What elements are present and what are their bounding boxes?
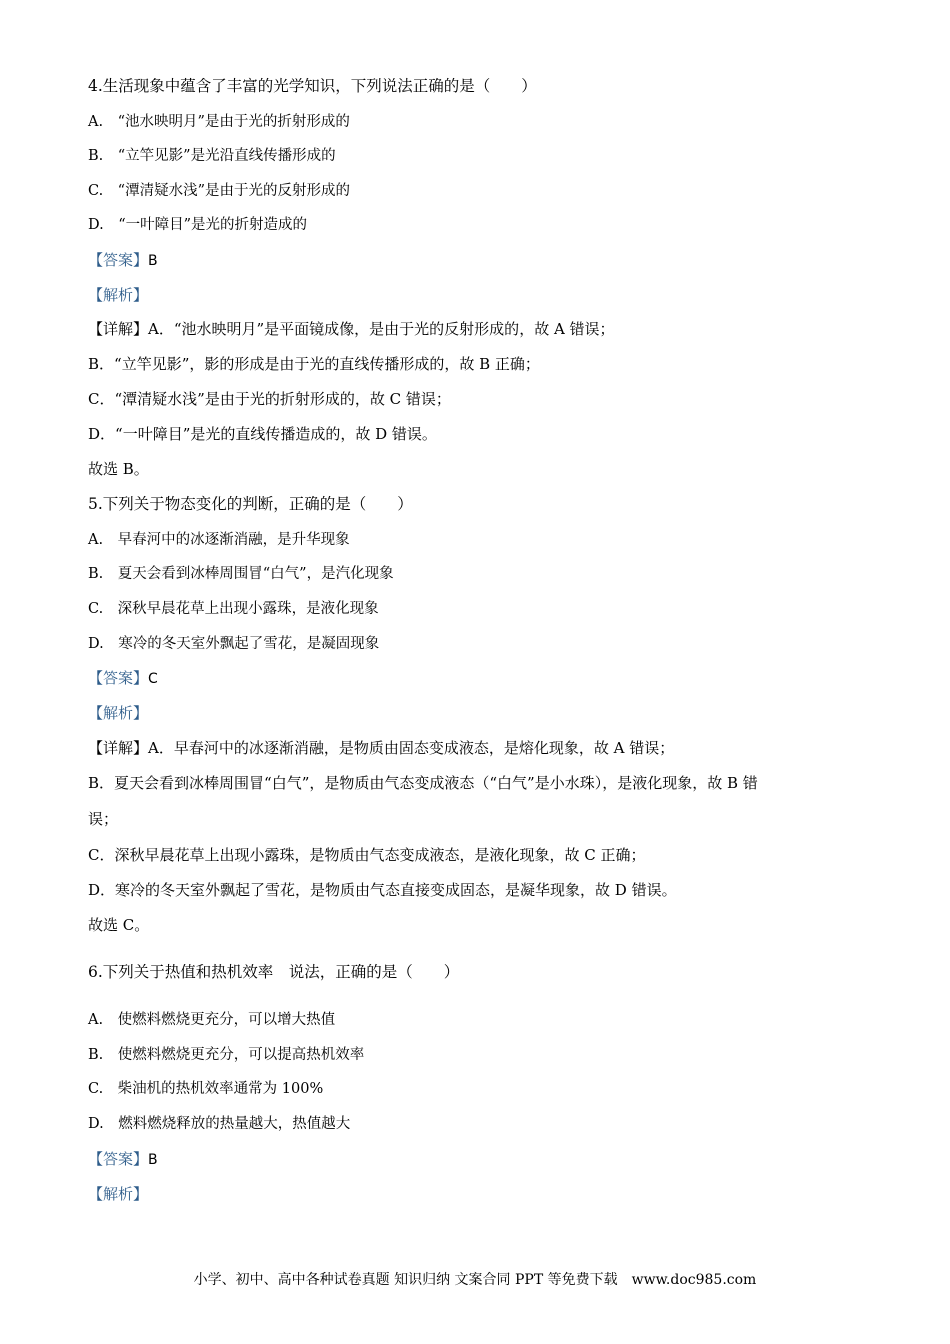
answer-value: B: [148, 1152, 158, 1168]
question-4-stem: 4.生活现象中蕴含了丰富的光学知识，下列说法正确的是（ ）: [88, 77, 537, 95]
question-5-detail-b: B．夏天会看到冰棒周围冒“白气”，是物质由气态变成液态（“白气”是小水珠），是液化现象，故 B 错: [88, 774, 758, 792]
question-5-stem: 5.下列关于物态变化的判断，正确的是（ ）: [88, 495, 413, 513]
question-4-analysis-label: 【解析】: [88, 286, 149, 304]
question-4-detail-a: [88, 319, 615, 339]
question-4-option-c: C. “潭清疑水浅”是由于光的反射形成的: [88, 183, 351, 199]
question-5-conclusion: 故选 C。: [88, 916, 150, 934]
question-5-detail-a: [88, 738, 674, 758]
question-5-analysis-label: 【解析】: [88, 704, 149, 722]
question-6-answer: [88, 1149, 158, 1170]
question-6-option-d: D. 燃料燃烧释放的热量越大，热值越大: [88, 1116, 351, 1132]
question-4-detail-b: B．“立竿见影”，影的形成是由于光的直线传播形成的，故 B 正确；: [88, 355, 540, 373]
question-6-option-c: C. 柴油机的热机效率通常为 100%: [88, 1081, 324, 1097]
question-4-answer: [88, 250, 158, 271]
answer-label: 【答案】: [88, 669, 149, 687]
question-5-detail-c: C．深秋早晨花草上出现小露珠，是物质由气态变成液态，是液化现象，故 C 正确；: [88, 846, 646, 864]
answer-label: 【答案】: [88, 251, 149, 269]
question-6-option-a: A. 使燃料燃烧更充分，可以增大热值: [88, 1012, 336, 1028]
question-5-option-c: C. 深秋早晨花草上出现小露珠，是液化现象: [88, 601, 379, 617]
answer-value: B: [148, 253, 158, 269]
page-footer: 小学、初中、高中各种试卷真题 知识归纳 文案合同 PPT 等免费下载 www.doc985.com: [193, 1272, 757, 1288]
answer-value: C: [148, 671, 158, 687]
question-4-conclusion: 故选 B。: [88, 460, 149, 478]
question-4-detail-c: C．“潭清疑水浅”是由于光的折射形成的，故 C 错误；: [88, 390, 451, 408]
question-5-answer: [88, 668, 158, 689]
question-4-option-d: D. “一叶障目”是光的折射造成的: [88, 217, 308, 233]
question-4-option-a: A. “池水映明月”是由于光的折射形成的: [88, 114, 350, 130]
detail-text: A．早春河中的冰逐渐消融，是物质由固态变成液态，是熔化现象，故 A 错误；: [148, 739, 675, 757]
question-6-analysis-label: 【解析】: [88, 1185, 149, 1203]
answer-label: 【答案】: [88, 1150, 149, 1168]
detail-label: 【详解】: [88, 739, 149, 757]
question-4-option-b: B. “立竿见影”是光沿直线传播形成的: [88, 148, 336, 164]
detail-text: A．“池水映明月”是平面镜成像，是由于光的反射形成的，故 A 错误；: [148, 320, 615, 338]
detail-label: 【详解】: [88, 320, 149, 338]
question-4-detail-d: D．“一叶障目”是光的直线传播造成的，故 D 错误。: [88, 425, 437, 443]
question-6-stem: 6.下列关于热值和热机效率 说法，正确的是（ ）: [88, 963, 460, 981]
question-5-detail-b-cont: 误；: [88, 810, 119, 828]
question-5-option-a: A. 早春河中的冰逐渐消融，是升华现象: [88, 532, 350, 548]
question-5-detail-d: D．寒冷的冬天室外飘起了雪花，是物质由气态直接变成固态，是凝华现象，故 D 错误。: [88, 881, 677, 899]
question-6-option-b: B. 使燃料燃烧更充分，可以提高热机效率: [88, 1047, 365, 1063]
question-5-option-b: B. 夏天会看到冰棒周围冒“白气”，是汽化现象: [88, 566, 394, 582]
question-5-option-d: D. 寒冷的冬天室外飘起了雪花，是凝固现象: [88, 636, 380, 652]
